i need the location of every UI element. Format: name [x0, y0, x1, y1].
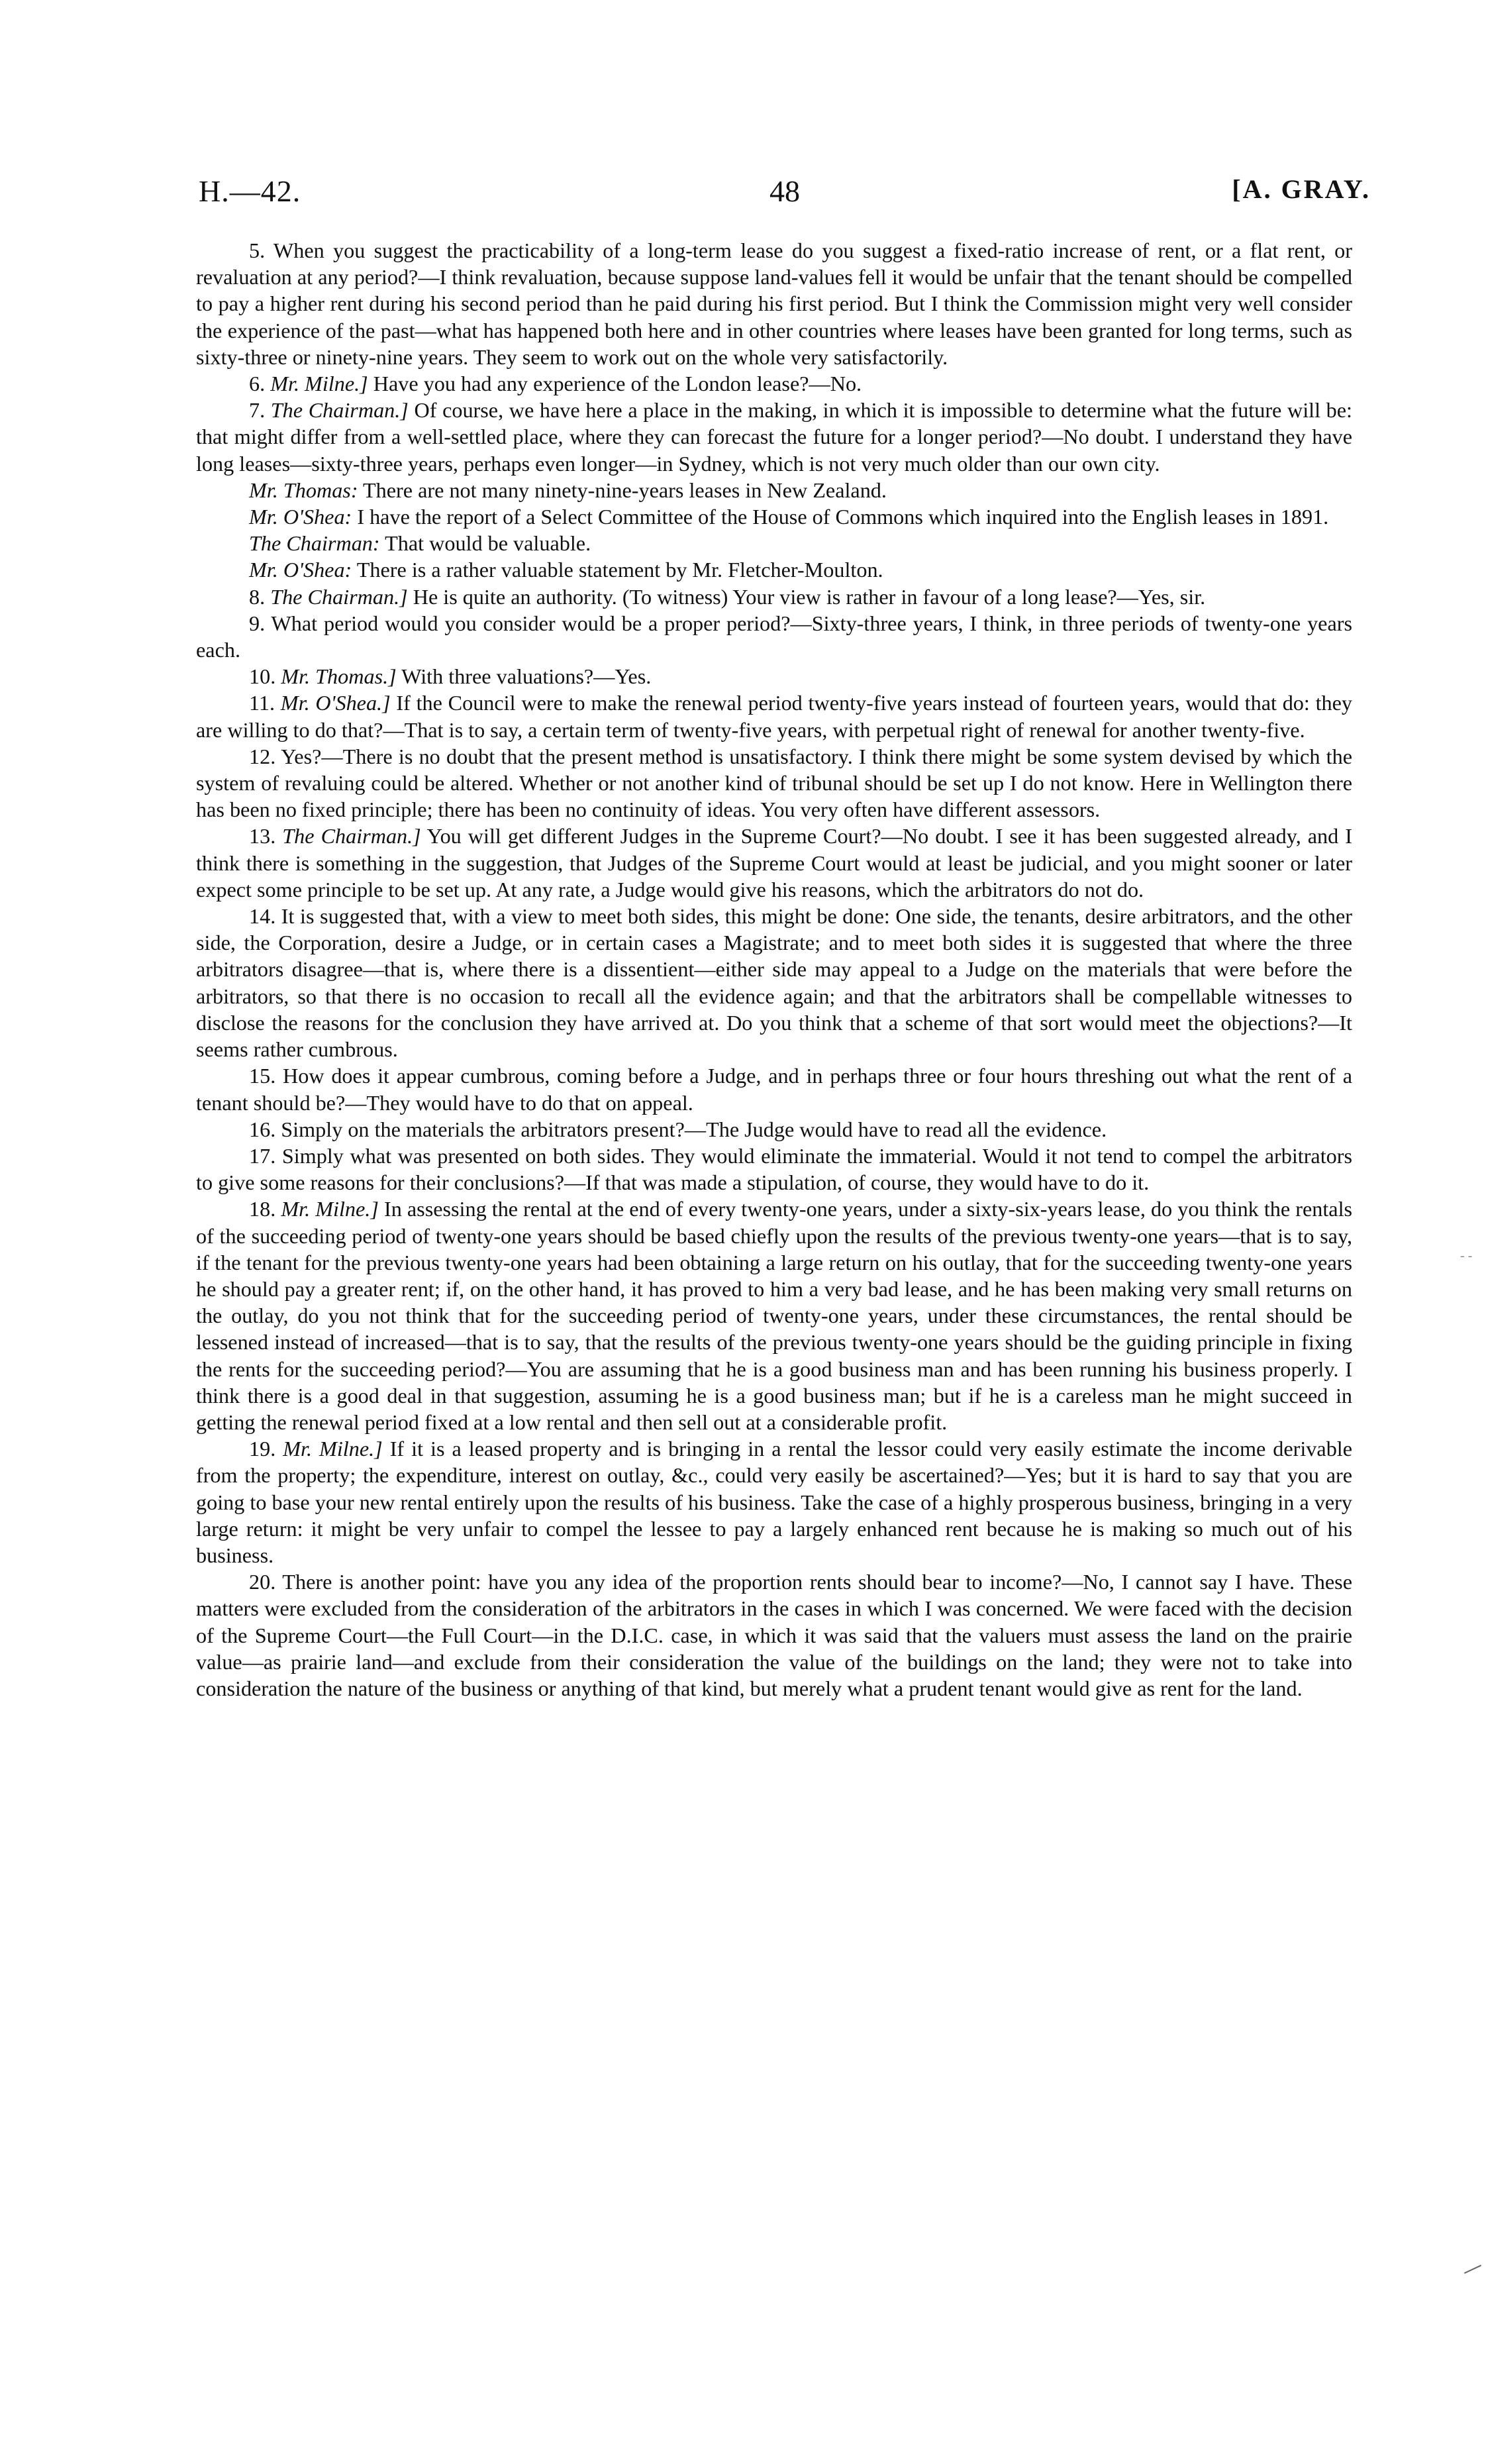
speaker: The Chairman: — [249, 531, 380, 556]
speaker: The Chairman.] — [270, 584, 408, 609]
paragraph: Mr. O'Shea: I have the report of a Select Committee of the House of Commons which inquired into the English leases in 1891. — [249, 505, 1329, 529]
evidence-text — [196, 237, 1352, 1702]
speaker: Mr. Milne.] — [270, 372, 368, 396]
corner-mark — [1464, 2265, 1481, 2274]
paragraph: 8. The Chairman.] He is quite an authority. (To witness) Your view is rather in favour of a long lease?—Yes, sir. — [249, 584, 1206, 609]
paragraph: 10. Mr. Thomas.] With three valuations?—Yes. — [249, 664, 652, 689]
speaker: Mr. Milne.] — [283, 1437, 383, 1461]
witness-name: [A. GRAY. — [1232, 174, 1371, 204]
document-reference: H.—42. — [199, 174, 301, 208]
paragraph: 7. The Chairman.] Of course, we have here a place in the making, in which it is impossible to determine what the future will be: that might differ from a well-settled place, where they can forecast the future for a longer period?—No doubt. I understand they have long leases—sixty-three years, perhaps even longer—in Sydney, which is not very much older than our own city. — [196, 398, 1352, 476]
paragraph: 14. It is suggested that, with a view to meet both sides, this might be done: One side, the tenants, desire arbitrators, and the other side, the Corporation, desire a Judge, or in certain cases a Magistrate; and to meet both sides it is suggested that where the three arbitrators disagree—that is, where there is a dissentient—either side may appeal to a Judge on the materials that were before the arbitrators, so that there is no occasion to recall all the evidence again; and that the arbitrators shall be compellable witnesses to disclose the reasons for the conclusion they have arrived at. Do you think that a scheme of that sort would meet the objections?—It seems rather cumbrous. — [196, 904, 1352, 1062]
speaker: Mr. Milne.] — [281, 1197, 379, 1221]
speaker: Mr. Thomas: — [249, 478, 358, 502]
paragraph: Mr. Thomas: There are not many ninety-nine-years leases in New Zealand. — [249, 478, 887, 502]
speaker: Mr. Thomas.] — [281, 664, 397, 689]
paragraph: 17. Simply what was presented on both sides. They would eliminate the immaterial. Would it not tend to compel the arbitrators to give some reasons for their conclusions?—If that was made a stipulation, of course, they would have to do it. — [196, 1143, 1352, 1195]
speaker: The Chairman.] — [282, 824, 421, 848]
paragraph: 18. Mr. Milne.] In assessing the rental at the end of every twenty-one years, under a sixty-six-years lease, do you think the rentals of the succeeding period of twenty-one years should be based chiefly upon the results of the previous twenty-one years—that is to say, if the tenant for the previous twenty-one years had been obtaining a large return on his outlay, that for the succeeding twenty-one years he should pay a greater rent; if, on the other hand, it has proved to him a very bad lease, and he has been making very small returns on the outlay, do you not think that for the succeeding period of twenty-one years, under these circumstances, the rental should be lessened instead of increased—that is to say, that the results of the previous twenty-one years should be the guiding principle in fixing the rents for the succeeding period?—You are assuming that he is a good business man and has been running his business properly. I think there is a good deal in that suggestion, assuming he is a good business man; but if he is a careless man he might succeed in getting the renewal period fixed at a low rental and then sell out at a considerable profit. — [196, 1197, 1353, 1434]
paragraph: The Chairman: That would be valuable. — [249, 531, 591, 556]
paragraph: 5. When you suggest the practicability of a long-term lease do you suggest a fixed-ratio increase of rent, or a flat rent, or revaluation at any period?—I think revaluation, because suppose land-values fell it would be unfair that the tenant should be compelled to pay a higher rent during his second period than he paid during his first period. But I think the Commission might very well consider the experience of the past—what has happened both here and in other countries where leases have been granted for long terms, such as sixty-three or ninety-nine years. They seem to work out on the whole very satisfactorily. — [196, 238, 1352, 369]
paragraph: 9. What period would you consider would be a proper period?—Sixty-three years, I think, in three periods of twenty-one years each. — [196, 611, 1352, 662]
page-header — [199, 174, 1371, 220]
margin-mark: - - — [1460, 1249, 1473, 1263]
paragraph: 15. How does it appear cumbrous, coming before a Judge, and in perhaps three or four hours threshing out what the rent of a tenant should be?—They would have to do that on appeal. — [196, 1064, 1352, 1115]
paragraph: 12. Yes?—There is no doubt that the present method is unsatisfactory. I think there might be some system devised by which the system of revaluing could be altered. Whether or not another kind of tribunal should be set up I do not know. Here in Wellington there has been no fixed principle; there has been no continuity of ideas. You very often have different assessors. — [196, 744, 1352, 822]
paragraph: 6. Mr. Milne.] Have you had any experience of the London lease?—No. — [249, 372, 862, 396]
speaker: Mr. O'Shea: — [249, 558, 352, 582]
speaker: The Chairman.] — [270, 398, 409, 423]
paragraph: 13. The Chairman.] You will get different Judges in the Supreme Court?—No doubt. I see it has been suggested already, and I think there is something in the suggestion, that Judges of the Supreme Court would at least be judicial, and you might sooner or later expect some principle to be set up. At any rate, a Judge would give his reasons, which the arbitrators do not do. — [196, 824, 1352, 901]
paragraph: 11. Mr. O'Shea.] If the Council were to make the renewal period twenty-five years instead of fourteen years, would that do: they are willing to do that?—That is to say, a certain term of twenty-five years, with perpetual right of renewal for another twenty-five. — [196, 691, 1352, 742]
paragraph: 19. Mr. Milne.] If it is a leased property and is bringing in a rental the lessor could very easily estimate the income derivable from the property; the expenditure, interest on outlay, &c., could very easily be ascertained?—Yes; but it is hard to say that you are going to base your new rental entirely upon the results of his business. Take the case of a highly prosperous business, bringing in a very large return: it might be very unfair to compel the lessee to pay a largely enhanced rent because he is making so much out of his business. — [196, 1437, 1353, 1567]
speaker: Mr. O'Shea: — [249, 505, 352, 529]
paragraph: 16. Simply on the materials the arbitrators present?—The Judge would have to read all the evidence. — [249, 1117, 1107, 1141]
paragraph: Mr. O'Shea: There is a rather valuable statement by Mr. Fletcher-Moulton. — [249, 558, 883, 582]
paragraph: 20. There is another point: have you any idea of the proportion rents should bear to income?—No, I cannot say I have. These matters were excluded from the consideration of the arbitrators in the cases in which I was concerned. We were faced with the decision of the Supreme Court—the Full Court—in the D.I.C. case, in which it was said that the valuers must assess the land on the prairie value—as prairie land—and exclude from their consideration the value of the buildings on the land; they were not to take into consideration the nature of the business or anything of that kind, but merely what a prudent tenant would give as rent for the land. — [196, 1570, 1352, 1700]
page-number: 48 — [769, 174, 800, 208]
speaker: Mr. O'Shea.] — [280, 691, 391, 715]
